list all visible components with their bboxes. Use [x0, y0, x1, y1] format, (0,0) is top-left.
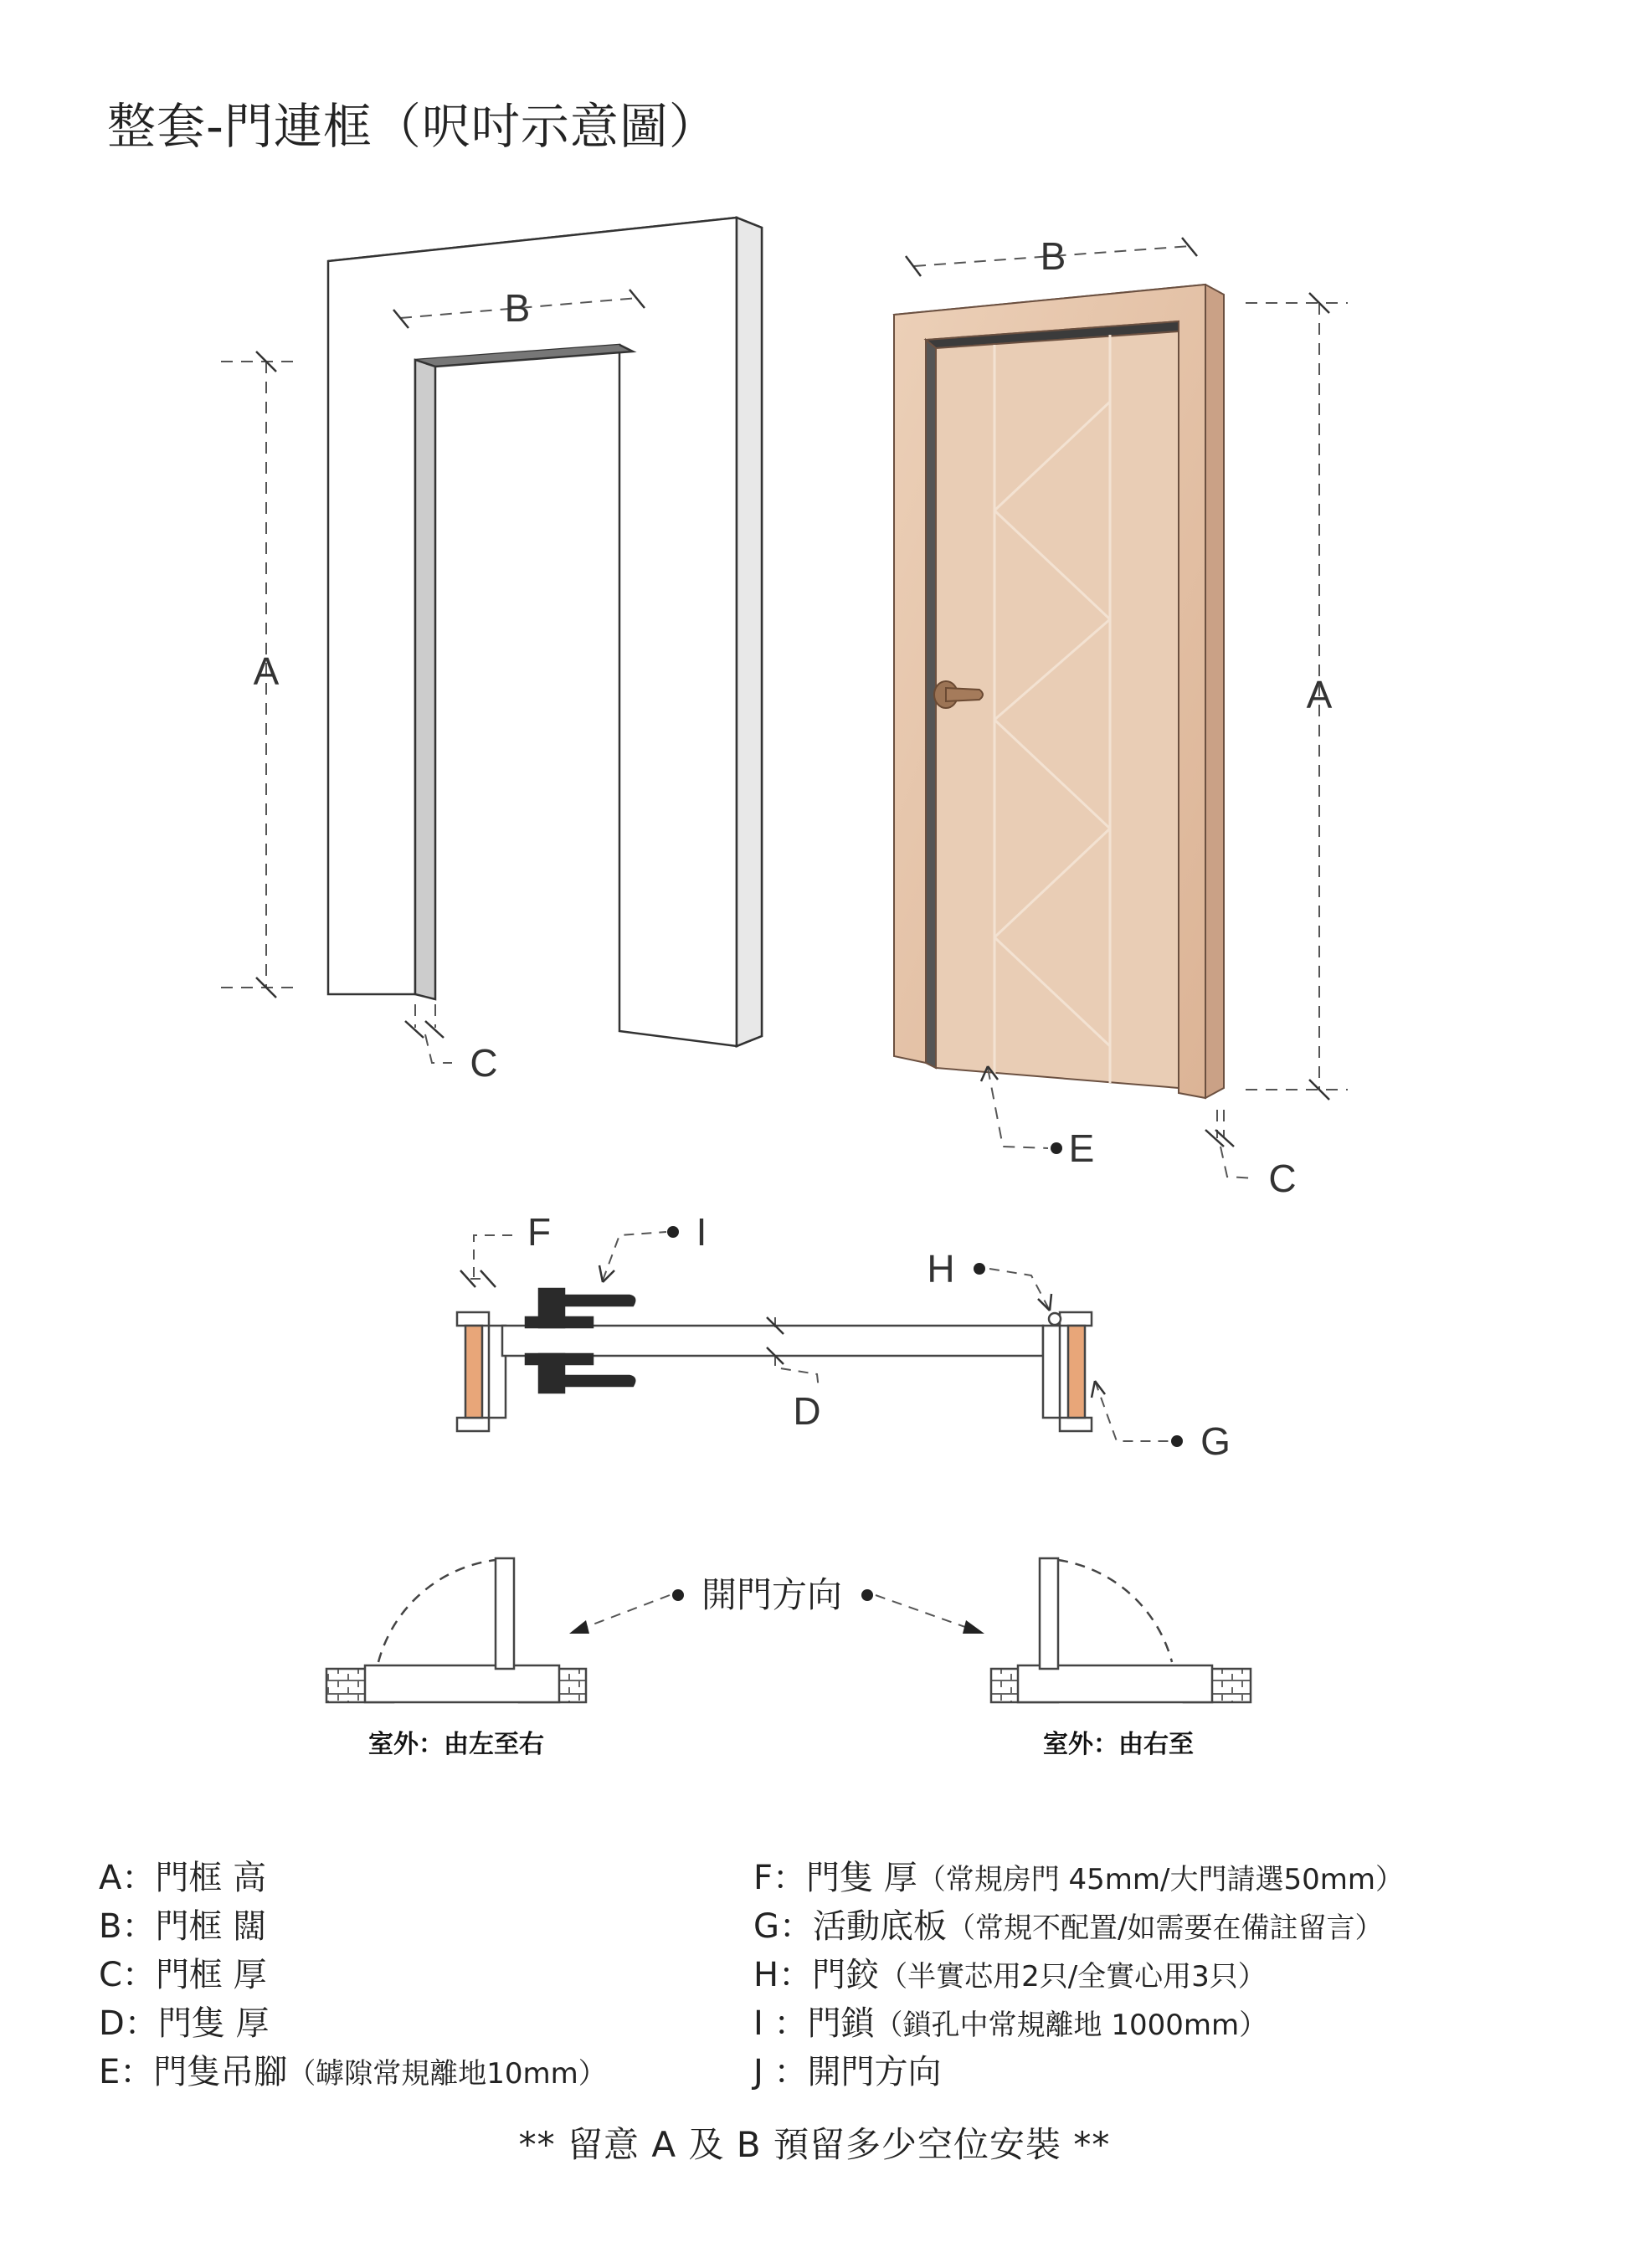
footer-note: ** 留意 A 及 B 預留多少空位安裝 ** — [518, 2124, 1111, 2165]
label-frame-a: A — [253, 649, 280, 693]
legend-item-f: F：門隻 厚（常規房門 45mm/大門請選50mm） — [753, 1859, 1405, 1897]
label-section-d: D — [793, 1389, 821, 1433]
label-door-a: A — [1306, 673, 1333, 716]
label-opening-direction: 開門方向 — [701, 1574, 843, 1615]
legend-left — [99, 1854, 607, 2096]
legend-item-g: G：活動底板（常規不配置/如需要在備註留言） — [753, 1907, 1384, 1946]
legend-item-c: C：門框 厚 — [99, 1956, 267, 1994]
legend-item-e: E：門隻吊腳（罅隙常規離地10mm） — [99, 2053, 607, 2091]
caption-swing-right: 室外：由右至 — [1043, 1730, 1194, 1759]
legend-right — [753, 1854, 1404, 2096]
label-section-f: F — [527, 1210, 552, 1254]
bare-frame-illustration — [328, 218, 762, 1046]
door-with-frame-illustration — [894, 285, 1224, 1098]
legend-item-d: D：門隻 厚 — [99, 2004, 270, 2043]
page-title: 整套-門連框（呎吋示意圖） — [107, 98, 718, 155]
legend-item-j: J ：開門方向 — [753, 2053, 942, 2091]
legend-item-b: B：門框 闊 — [99, 1907, 267, 1946]
legend-item-h: H：門鉸（半實芯用2只/全實心用3只） — [753, 1956, 1267, 1994]
label-frame-b: B — [504, 286, 531, 330]
label-section-h: H — [927, 1247, 955, 1291]
label-door-e: E — [1068, 1126, 1095, 1170]
label-door-c: C — [1268, 1157, 1297, 1200]
caption-swing-left: 室外：由左至右 — [368, 1730, 544, 1759]
label-frame-c: C — [470, 1041, 498, 1085]
label-door-b: B — [1040, 234, 1066, 278]
legend-item-a: A：門框 高 — [99, 1859, 267, 1897]
swing-left-illustration — [326, 1558, 586, 1702]
label-section-g: G — [1200, 1419, 1231, 1463]
swing-right-illustration — [991, 1558, 1251, 1702]
legend-item-i: I ：門鎖（鎖孔中常規離地 1000mm） — [753, 2004, 1268, 2043]
label-section-i: I — [696, 1210, 707, 1254]
